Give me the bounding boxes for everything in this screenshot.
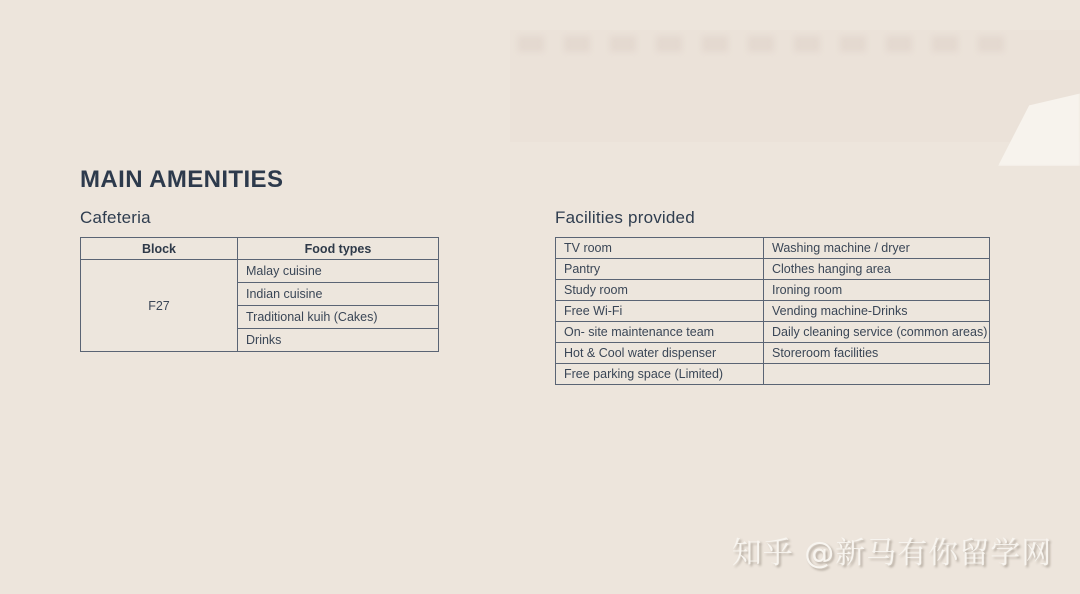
food-type-cell: Traditional kuih (Cakes): [238, 306, 439, 329]
facility-cell: Free parking space (Limited): [556, 364, 764, 385]
facility-cell: Hot & Cool water dispenser: [556, 343, 764, 364]
food-type-cell: Indian cuisine: [238, 283, 439, 306]
cafeteria-heading: Cafeteria: [80, 208, 151, 227]
food-types-column-header: Food types: [238, 238, 439, 260]
facility-cell: Vending machine-Drinks: [764, 301, 990, 322]
table-row: [556, 343, 990, 364]
block-column-header: Block: [81, 238, 238, 260]
facilities-heading: Facilities provided: [555, 208, 695, 227]
facility-cell: TV room: [556, 238, 764, 259]
facility-cell: On- site maintenance team: [556, 322, 764, 343]
facility-cell: Clothes hanging area: [764, 259, 990, 280]
facility-cell: Daily cleaning service (common areas): [764, 322, 990, 343]
facility-cell: Ironing room: [764, 280, 990, 301]
table-row: [556, 364, 990, 385]
table-row: [556, 259, 990, 280]
food-type-cell: Drinks: [238, 329, 439, 352]
table-header-row: [81, 238, 439, 260]
cafeteria-table: [80, 237, 439, 352]
facility-cell: Study room: [556, 280, 764, 301]
page-title: MAIN AMENITIES: [80, 166, 284, 193]
food-type-cell: Malay cuisine: [238, 260, 439, 283]
table-row: [556, 322, 990, 343]
facilities-table: [555, 237, 990, 385]
facility-cell: Storeroom facilities: [764, 343, 990, 364]
zhihu-watermark: 知乎 @新马有你留学网: [731, 536, 1053, 571]
ghost-text-artifact: [518, 36, 1010, 52]
table-row: [81, 260, 439, 283]
block-cell: F27: [81, 260, 238, 352]
table-row: [556, 238, 990, 259]
table-row: [556, 301, 990, 322]
facility-cell: Washing machine / dryer: [764, 238, 990, 259]
table-row: [556, 280, 990, 301]
facility-cell: Pantry: [556, 259, 764, 280]
facility-cell: Free Wi-Fi: [556, 301, 764, 322]
facility-cell: [764, 364, 990, 385]
